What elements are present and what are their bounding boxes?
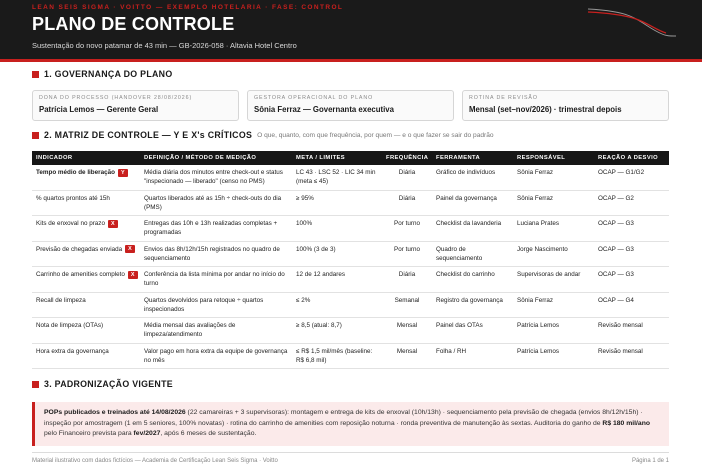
frequency-cell: Por turno	[382, 216, 432, 242]
control-matrix-table	[32, 151, 669, 369]
tool-cell: Gráfico de indivíduos	[432, 165, 513, 190]
column-header: REAÇÃO A DESVIO	[594, 151, 669, 165]
table-row	[32, 241, 669, 267]
column-header: FERRAMENTA	[432, 151, 513, 165]
table-row	[32, 267, 669, 293]
table-row	[32, 292, 669, 318]
x-badge: X	[128, 271, 138, 279]
indicator-cell: % quartos prontos até 15h	[32, 190, 140, 216]
target-cell: ≤ R$ 1,5 mil/mês (baseline: R$ 6,8 mil)	[292, 343, 382, 369]
card-process-owner	[32, 90, 239, 121]
page-title: PLANO DE CONTROLE	[32, 14, 235, 34]
std-gain: R$ 180 mil/ano	[602, 419, 651, 427]
std-text: , após 6 meses de sustentação.	[160, 430, 257, 438]
definition-cell: Quartos liberados até as 15h ÷ check-outs do dia (PMS)	[140, 190, 292, 216]
definition-cell: Conferência da lista mínima por andar no início do turno	[140, 267, 292, 293]
table-header-row	[32, 151, 669, 165]
target-cell: 100% (3 de 3)	[292, 241, 382, 267]
reaction-cell: OCAP — G3	[594, 267, 669, 293]
section-marker-icon	[32, 381, 39, 388]
card-label: DONA DO PROCESSO (HANDOVER 28/08/2026)	[39, 95, 193, 101]
definition-cell: Quartos devolvidos para retoque ÷ quartos inspecionados	[140, 292, 292, 318]
target-cell: 12 de 12 andares	[292, 267, 382, 293]
reaction-cell: OCAP — G3	[594, 241, 669, 267]
governance-cards	[32, 90, 669, 121]
owner-cell: Jorge Nascimento	[513, 241, 594, 267]
section-governance-heading: 1. GOVERNANÇA DO PLANO	[32, 67, 172, 81]
target-cell: ≤ 2%	[292, 292, 382, 318]
owner-cell: Sônia Ferraz	[513, 165, 594, 190]
standardization-box	[32, 402, 669, 446]
reaction-cell: OCAP — G4	[594, 292, 669, 318]
header-kicker: LEAN SEIS SIGMA · VOITTO — EXEMPLO HOTELARIA · FASE: CONTROL	[32, 4, 344, 11]
target-cell: 100%	[292, 216, 382, 242]
owner-cell: Patrícia Lemos	[513, 343, 594, 369]
owner-cell: Patrícia Lemos	[513, 318, 594, 344]
card-review-routine	[462, 90, 669, 121]
indicator-cell: Recall de limpeza	[32, 292, 140, 318]
tool-cell: Checklist da lavanderia	[432, 216, 513, 242]
section-marker-icon	[32, 132, 39, 139]
x-badge: X	[108, 220, 118, 228]
table-row	[32, 343, 669, 369]
y-badge: Y	[118, 169, 128, 177]
indicator-cell: Previsão de chegadas enviada X	[32, 241, 140, 267]
page-subtitle: Sustentação do novo patamar de 43 min — GB-2026-058 · Altavia Hotel Centro	[32, 41, 297, 50]
section-note: O que, quanto, com que frequência, por quem — e o que fazer se sair do padrão	[257, 131, 494, 139]
frequency-cell: Diária	[382, 267, 432, 293]
footer-disclaimer: Material ilustrativo com dados fictícios — Academia de Certificação Lean Seis Sigma · Voitto	[32, 458, 278, 464]
indicator-cell: Hora extra da governança	[32, 343, 140, 369]
tool-cell: Quadro de sequenciamento	[432, 241, 513, 267]
control-chart-logo-icon	[586, 3, 678, 37]
frequency-cell: Diária	[382, 165, 432, 190]
tool-cell: Checklist do carrinho	[432, 267, 513, 293]
table-row	[32, 165, 669, 190]
target-cell: ≥ 8,5 (atual: 8,7)	[292, 318, 382, 344]
std-date: fev/2027	[133, 430, 161, 438]
table-row	[32, 216, 669, 242]
column-header: FREQUÊNCIA	[382, 151, 432, 165]
owner-cell: Supervisoras de andar	[513, 267, 594, 293]
tool-cell: Painel das OTAs	[432, 318, 513, 344]
column-header: RESPONSÁVEL	[513, 151, 594, 165]
section-matrix-heading: 2. MATRIZ DE CONTROLE — Y E X's CRÍTICOS O que, quanto, com que frequência, por quem — e o que fazer se sair do padrão	[32, 128, 494, 142]
tool-cell: Registro da governança	[432, 292, 513, 318]
target-cell: ≥ 95%	[292, 190, 382, 216]
frequency-cell: Mensal	[382, 343, 432, 369]
indicator-cell: Kits de enxoval no prazo X	[32, 216, 140, 242]
definition-cell: Média mensal das avaliações de limpeza/atendimento	[140, 318, 292, 344]
column-header: DEFINIÇÃO / MÉTODO DE MEDIÇÃO	[140, 151, 292, 165]
std-text: pelo Financeiro prevista para	[44, 430, 134, 438]
owner-cell: Sônia Ferraz	[513, 292, 594, 318]
reaction-cell: OCAP — G2	[594, 190, 669, 216]
definition-cell: Média diária dos minutos entre check-out e status "inspecionado — liberado" (censo no PMS)	[140, 165, 292, 190]
card-label: ROTINA DE REVISÃO	[469, 95, 538, 101]
tool-cell: Folha / RH	[432, 343, 513, 369]
indicator-cell: Carrinho de amenities completo X	[32, 267, 140, 293]
footer-page-number: Página 1 de 1	[631, 458, 669, 464]
indicator-cell: Nota de limpeza (OTAs)	[32, 318, 140, 344]
tool-cell: Painel da governança	[432, 190, 513, 216]
page-footer	[32, 452, 669, 464]
frequency-cell: Mensal	[382, 318, 432, 344]
reaction-cell: Revisão mensal	[594, 343, 669, 369]
reaction-cell: Revisão mensal	[594, 318, 669, 344]
definition-cell: Entregas das 10h e 13h realizadas completas + programadas	[140, 216, 292, 242]
std-text: (22 camareiras + 3 supervisoras): montagem e entrega de kits de enxoval (10h/13h) · sequenciamento pela previsão de chegada (envios 8h/12h/15h) · inspeção por amostragem (1 em 5 seniores, 100% novatas) · rotina do carrinho de amenities com reposição noturna · ronda preventiva de manutenção às sextas. Auditoria do ganho de	[44, 409, 643, 427]
reaction-cell: OCAP — G1/G2	[594, 165, 669, 190]
column-header: INDICADOR	[32, 151, 140, 165]
target-cell: LC 43 · LSC 52 · LIC 34 min (meta ≤ 45)	[292, 165, 382, 190]
owner-cell: Luciana Prates	[513, 216, 594, 242]
section-marker-icon	[32, 71, 39, 78]
page-header	[0, 0, 702, 62]
frequency-cell: Diária	[382, 190, 432, 216]
definition-cell: Valor pago em hora extra da equipe de governança no mês	[140, 343, 292, 369]
card-value: Mensal (set–nov/2026) · trimestral depois	[469, 105, 622, 114]
frequency-cell: Semanal	[382, 292, 432, 318]
reaction-cell: OCAP — G3	[594, 216, 669, 242]
owner-cell: Sônia Ferraz	[513, 190, 594, 216]
card-plan-manager	[247, 90, 454, 121]
std-lead: POPs publicados e treinados até 14/08/2026	[44, 409, 186, 416]
card-value: Patrícia Lemos — Gerente Geral	[39, 105, 159, 114]
card-value: Sônia Ferraz — Governanta executiva	[254, 105, 394, 114]
table-row	[32, 318, 669, 344]
frequency-cell: Por turno	[382, 241, 432, 267]
definition-cell: Envios das 8h/12h/15h registrados no quadro de sequenciamento	[140, 241, 292, 267]
x-badge: X	[125, 245, 135, 253]
column-header: META / LIMITES	[292, 151, 382, 165]
table-row	[32, 190, 669, 216]
card-label: GESTORA OPERACIONAL DO PLANO	[254, 95, 374, 101]
indicator-cell: Tempo médio de liberação Y	[32, 165, 140, 190]
section-standardization-heading: 3. PADRONIZAÇÃO VIGENTE	[32, 377, 173, 391]
